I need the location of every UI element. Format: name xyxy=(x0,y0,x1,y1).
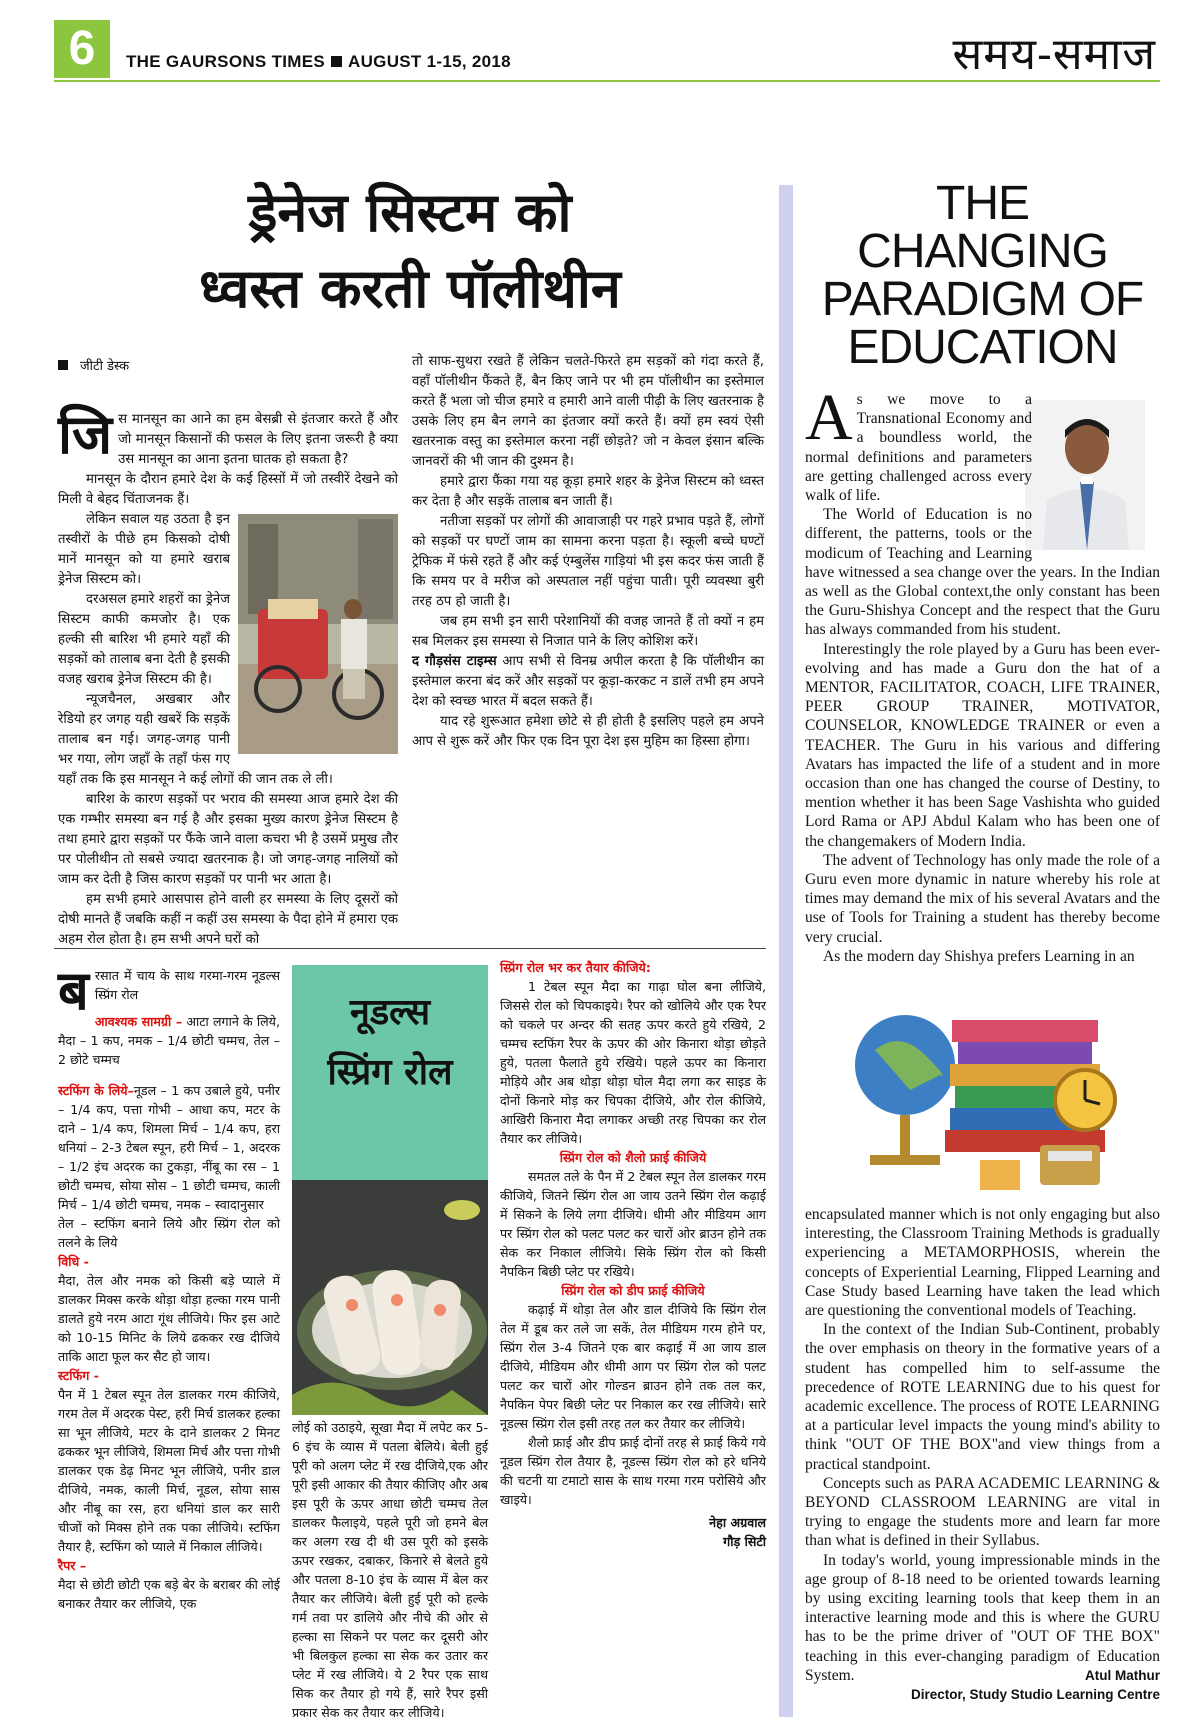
recipe-col1 xyxy=(58,959,280,1722)
deep-fry-text: कढ़ाई में थोड़ा तेल और डाल दीजिये कि स्प्रिंग रोल तेल में डूब कर तले जा सकें, तेल मीडियम गरम होने पर, स्प्रिंग रोल 3-4 जितने एक बार कढ़ाई में आ जाय डाल दीजिये, मीडियम और धीमी आग पर स्प्रिंग रोल को पलट पलट कर चारों ओर गोल्डन ब्राउन होने तक तल कर, नैपकिन पेपर बिछी प्लेट पर निकाल कर रख लीजिये। सारे नूडल्स स्प्रिंग रोल इसी तरह तल कर तैयार कर लीजिये। xyxy=(500,1302,766,1431)
article1-para: तो साफ-सुथरा रखते हैं लेकिन चलते-फिरते हम सड़कों को गंदा करते हैं, वहाँ पॉलीथीन फैंकते हैं, बैन किए जाने पर भी हम पॉलीथीन का इस्तेमाल करते हैं भला जो चीज हमारे व हमारी आने वाली पीढ़ी के लिए खतरनाक है उसके लिए हम बैन लगने का इंतजार क्यों करते हैं। क्यों हम स्वयं ऐसी खतरनाक वस्तु का इस्तेमाल करना नहीं छोड़ते? जो न केवल इंसान बल्कि जानवरों की भी जान की दुश्मन है। xyxy=(412,354,764,469)
header-rule xyxy=(54,80,1160,82)
article3-headline xyxy=(805,177,1160,374)
deep-fry-title: स्प्रिंग रोल को डीप फ्राई कीजिये xyxy=(561,1283,705,1298)
stuffing-text: नूडल – 1 कप उबाले हुये, पनीर – 1/4 कप, पत्ता गोभी – आधा कप, मटर के दाने – 1/4 कप, शिमला मिर्च – 1/4 कप, हरा धनियां – 2-3 टेबल स्पून, हरी मिर्च – 1, अदरक – 1/2 इंच अदरक का टुकड़ा, नींबू का रस – 1 छोटी चम्मच, सोया सोस – 1 छोटी चम्मच, काली मिर्च – 1/4 छोटी चम्मच, नमक – स्वादानुसार xyxy=(58,1083,280,1212)
article1-para: न्यूजचैनल, अखबार और रेडियो हर जगह यही खबरें कि सड़कें तालाब बन गई। जगह-जगह पानी भर गया, लोग जहाँ के तहाँ फंस गए यहाँ तक कि इस मानसून ने कई लोगों की जान तक ले ली। xyxy=(58,692,333,787)
section-divider xyxy=(54,948,766,949)
stuffing2-text: पैन में 1 टेबल स्पून तेल डालकर गरम कीजिये, गरम तेल में अदरक पेस्ट, हरी मिर्च डालकर हल्का सा भून लीजिये, मटर के दाने डालकर 2 मिनट ढककर भून लीजिये, शिमला मिर्च और पत्ता गोभी डालकर एक डेढ़ मिनट भून लीजिये, पनीर डाल दीजिये, नमक, काली मिर्च, नूडल, सोया सास और नीबू का रस, हरा धनियां डाल कर सारी चीजों को मिक्स होने तक पका लीजिये। स्टफिंग तैयार है, स्टफिंग को प्याले में निकाल लीजिये। xyxy=(58,1387,280,1554)
publication-name: द गौड़संस टाइम्स xyxy=(412,654,497,669)
ingredients-label: आवश्यक सामग्री – xyxy=(94,1014,183,1029)
article3-p3: Interestingly the role played by a Guru has been ever-evolving and has made a Guru don the hat of a MENTOR, FACILITATOR, COACH, LIFE TRAINER, PEER GROUP TRAINER, MOTIVATOR, COUNSELOR, KNOWLEDGE TRAINER or even a TEACHER. The Guru in his various and differing Avatars has impacted the life of a student and in more occasion than one has changed the course of Destiny, to mention whether it has been Sage Vashishta who guided Lord Rama or APJ Abdul Kalam who has been one of the changemakers of Modern India. xyxy=(805,640,1160,850)
article3-p8: In today's world, young impressionable minds in the age group of 8-18 need to be oriented towards learning by using exciting learning tools that keep them in an interactive learning mode and this is where the GURU has to be the prime driver of "OUT OF THE BOX" teaching in this ever-changing paradigm of Education System. xyxy=(805,1551,1160,1684)
books-globe-clock-illustration xyxy=(830,980,1140,1195)
article1-closing: याद रहे शुरूआत हमेशा छोटे से ही होती है इसलिए पहले हम अपने आप से शुरू करें और फिर एक दिन पूरा देश इस मुहिम का हिस्सा होगा। xyxy=(412,714,764,749)
article1-para: जब हम सभी इन सारी परेशानियों की वजह जानते हैं तो क्यों न हम सब मिलकर इस समस्या से निजात पाने के लिए कोशिश करें। xyxy=(412,614,764,649)
method-label: विधि - xyxy=(58,1254,89,1269)
wrapper-continued: लोई को उठाइये, सूखा मैदा में लपेट कर 5-6 इंच के व्यास में पतला बेलिये। बेली हुई पूरी को अलग प्लेट में रख दीजिये,एक और पूरी इसी आकार की तैयार कीजिए और अब इस पूरी के ऊपर आधा छोटी चम्मच तेल डालकर फैलाइये, पहले पूरी जो हमने बेल कर अलग रख दी थी उस पूरी को इसके ऊपर रखकर, दबाकर, किनारे से बेलते हुये और पतला 8-10 इंच के व्यास में बेल कर तैयार कर लीजिये। बेली हुई पूरी को हल्के गर्म तवा पर डालिये और नीचे की ओर से हल्का सा सिकने पर पलट कर दूसरी ओर भी बिलकुल हल्का सा सेक कर उतार कर प्लेट में रख लीजिये। ये 2 रैपर एक साथ सिक कर तैयार हो गये हैं, सारे रैपर इसी प्रकार सेक कर तैयार कर लीजिये। xyxy=(292,1420,488,1720)
fill-title: स्प्रिंग रोल भर कर तैयार कीजिये: xyxy=(500,960,651,975)
article1-headline-line2: ध्वस्त करती पॉलीथीन xyxy=(199,257,621,320)
article1-para: दरअसल हमारे शहरों का ड्रेनेज सिस्टम काफी कमजोर है। एक हल्की सी बारिश भी हमारे यहाँ की सड़कों को तालाब बना देती है इसकी वजह खराब ड्रेनेज सिस्टम की है। xyxy=(58,592,230,687)
recipe-author: नेहा अग्रवाल xyxy=(709,1515,766,1530)
spring-roll-photo xyxy=(292,1180,488,1415)
article3-p6: In the context of the Indian Sub-Continent, probably the over emphasis on theory in the formative years of a student has compelled him to self-assume the precedence of ROTE LEARNING due to his quest for academic excellence. The process of ROTE LEARNING at a particular level impacts the young mind's ability to think "OUT OF THE BOX"and view things from a practical standpoint. xyxy=(805,1321,1160,1473)
issue-date: AUGUST 1-15, 2018 xyxy=(348,52,511,71)
separator-square xyxy=(331,56,342,67)
article3-author-title: Director, Study Studio Learning Centre xyxy=(910,1687,1160,1703)
masthead-title: THE GAURSONS TIMES xyxy=(126,52,326,71)
page-number: 6 xyxy=(54,20,110,78)
article1-para: लेकिन सवाल यह उठता है इन तस्वीरों के पीछे हम किसको दोषी मानें मानसून को या हमारे खराब ड्रेनेज सिस्टम को। xyxy=(58,512,230,587)
recipe-author-place: गौड़ सिटी xyxy=(723,1534,766,1549)
article3-p2: The World of Education is no different, the patterns, tools or the modicum of Teaching and Learning have witnessed a sea change over the years. In the Indian as well as the Global context,the only constant has been the Guru-Shishya Concept and the respect that the Guru has always commanded from his student. xyxy=(805,506,1160,639)
article3-col-top xyxy=(805,381,1160,980)
section-title: समय-समाज xyxy=(952,29,1156,80)
article1-headline-line1: ड्रेनेज सिस्टम को xyxy=(248,181,572,244)
method-text: मैदा, तेल और नमक को किसी बड़े प्याले में डालकर मिक्स करके थोड़ा थोड़ा हल्का गरम पानी डालते हुये नरम आटा गूंथ लीजिये। फिर इस आटे को 10-15 मिनिट के लिये ढककर रख दीजिये ताकि आटा फूल कर सैट हो जाय। xyxy=(58,1273,280,1364)
article3-p5a: As the modern day Shishya prefers Learning in an xyxy=(823,947,1135,965)
column-divider xyxy=(779,185,793,1717)
article1-para: हमारे द्वारा फैंका गया यह कूड़ा हमारे शहर के ड्रेनेज सिस्टम को ध्वस्त कर देता है और सड़कें तालाब बन जाती हैं। xyxy=(412,474,764,509)
article1-byline: जीटी डेस्क xyxy=(58,356,129,374)
article1-para: मानसून के दौरान हमारे देश के कई हिस्सों में जो तस्वीरें देखने को मिली वे बेहद चिंताजनक हैं। xyxy=(58,472,398,507)
article3-p7: Concepts such as PARA ACADEMIC LEARNING & BEYOND CLASSROOM LEARNING are vital in trying to engage the students more and learn far more than what is defined in their Syllabus. xyxy=(805,1474,1160,1550)
article3-p4: The advent of Technology has only made the role of a Guru even more dynamic in nature whereby his role at times may demand the mix of his several Avatars and the use of Tools for Training a student has thereby become very crucial. xyxy=(805,851,1160,946)
article1-dropcap: जि xyxy=(58,403,113,466)
recipe-col3 xyxy=(500,958,766,1723)
article1-headline xyxy=(54,175,766,327)
article1-para: हम सभी हमारे आसपास होने वाली हर समस्या के लिए दूसरों को दोषी मानते हैं जबकि कहीं न कहीं उस समस्या के पैदा होने में हमारा एक अहम रोल होता है। हम सभी अपने घरों को xyxy=(58,892,398,947)
shallow-fry-title: स्प्रिंग रोल को शैलो फ्राई कीजिये xyxy=(559,1150,707,1165)
article3-headline-line4: EDUCATION xyxy=(847,321,1118,374)
flooded-street-photo xyxy=(238,514,398,754)
article3-author: Atul Mathur xyxy=(1085,1668,1160,1683)
article3-headline-line1: THE xyxy=(936,177,1029,230)
recipe-title-line1: नूडल्स xyxy=(349,992,431,1033)
rickshaw-photo-illustration xyxy=(238,514,398,754)
fill-text: 1 टेबल स्पून मैदा का गाढ़ा घोल बना लीजिये, जिससे रोल को चिपकाइये। रैपर को खोलिये और एक रैपर को चकले पर अन्दर की सतह ऊपर करते हुये रखिये, 2 चम्मच स्टफिंग रैपर के ऊपर की ओर किनारा थोड़ा छोड़ते हुये, पतला फैलाते हुये रखिये। पहले ऊपर का किनारा मोड़िये और अब थोड़ा थोड़ा घोल मैदा लगा कर साइड के दोनों किनारे मोड़ कर चिपका दीजिये, और रोल कीजिये, आखिरी किनारा मैदा लगाकर अच्छी तरह चिपका कर रोल तैयार कर लीजिये। xyxy=(500,979,766,1146)
article3-headline-line3: PARADIGM OF xyxy=(821,273,1144,326)
appeal-text: आप सभी से विनम्र अपील करता है कि पॉलीथीन का इस्तेमाल करना बंद करें और सड़कों पर कूड़ा-करकट न डालें तभी हम अपने देश को स्वच्छ भारत में बदल सकते हैं। xyxy=(412,654,764,709)
oil-line: तेल – स्टफिंग बनाने लिये और स्प्रिंग रोल को तलने के लिये xyxy=(58,1216,280,1250)
portrait-space xyxy=(1032,390,1160,546)
article1-para: नतीजा सड़कों पर लोगों की आवाजाही पर गहरे प्रभाव पड़ते हैं, लोगों को सड़कों पर घण्टों जाम का सामना करना पड़ता है। स्कूली बच्चे घण्टों ट्रेफिक में फंसे रहते हैं और कई एंम्बुलेंस गाड़ियां भी इस कदर फंस जाती हैं कि समय पर वे मरीज को अस्पताल नहीं पहुंचा पाती। पूरी व्यवस्था बुरी तरह ठप हो जाती है। xyxy=(412,514,764,609)
recipe-title-line2: स्प्रिंग रोल xyxy=(327,1052,453,1093)
article3-headline-line2: CHANGING xyxy=(857,225,1108,278)
recipe-dropcap: ब xyxy=(58,959,89,1022)
article3-p5b: encapsulated manner which is not only engaging but also interesting, the Classroom Training Methods is gradually experiencing a METAMORPHOSIS, wherein the concepts of Experiential Learning, Flipped Learning and Case Study based Learning have taken the lead which are questioning the conventional models of Teaching. xyxy=(805,1206,1160,1320)
stuffing-label: स्टफिंग के लिये– xyxy=(58,1083,134,1098)
article3-author-block xyxy=(805,1666,1160,1704)
article1-appeal xyxy=(412,652,764,712)
spring-roll-illustration xyxy=(292,1180,488,1415)
final-text: शैलो फ्राई और डीप फ्राई दोनों तरह से फ्राई किये गये नूडल स्प्रिंग रोल तैयार है, नूडल्स स्प्रिंग रोल को हरे धनिये की चटनी या टमाटो सास के साथ गरमा गरम परोसिये और खाइये। xyxy=(500,1435,766,1507)
article1-lead: स मानसून का आने का हम बेसब्री से इंतजार करते हैं और जो मानसून किसानों की फसल के लिए इतना जरूरी है क्या उस मानसून का आना इतना घातक हो सकता है? xyxy=(118,412,398,467)
article1-col1 xyxy=(58,403,398,947)
education-illustration xyxy=(830,980,1140,1195)
wrapper-text: मैदा से छोटी छोटी एक बड़े बेर के बराबर की लोई बनाकर तैयार कर लीजिये, एक xyxy=(58,1577,280,1611)
recipe-col2 xyxy=(292,1418,488,1723)
masthead xyxy=(126,52,511,72)
shallow-fry-text: समतल तले के पैन में 2 टेबल स्पून तेल डालकर गरम कीजिये, जितने स्प्रिंग रोल आ जाय उतने स्प्रिंग रोल कढ़ाई में सिकने के लिये लगा दीजिये। धीमी और मीडियम आग पर स्प्रिंग रोल को पलट पलट कर चारों ओर ब्राउन होने तक सेक कर निकाल लीजिये। सिके स्प्रिंग रोल को किसी नैपकिन बिछी प्लेट पर रखिये। xyxy=(500,1169,766,1279)
article1-col2 xyxy=(412,352,764,937)
wrapper-label: रैपर – xyxy=(58,1558,87,1573)
article1-para: बारिश के कारण सड़कों पर भराव की समस्या आज हमारे देश की एक गम्भीर समस्या बन गई है और इसका मुख्य कारण ड्रेनेज सिस्टम है तथा हमारे द्वारा सड़कों पर फैंके जाने वाला कचरा भी है उसमें प्रमुख तौर पर पोलीथीन तो सबसे ज्यादा खतरनाक है। जो जगह-जगह नालियों को जाम कर देती है जिस कारण सड़कों पर पानी भर आता है। xyxy=(58,792,398,887)
article3-dropcap: A xyxy=(805,381,853,454)
ingredients-text: आटा लगाने के लिये, मैदा – 1 कप, नमक – 1/4 छोटी चम्मच, तेल – 2 छोटे चम्मच xyxy=(58,1014,280,1067)
article3-p1: s we move to a Transnational Economy and a boundless world, the normal definitions and parameters are getting challenged across every walk of life. xyxy=(805,391,1032,505)
stuffing2-label: स्टफिंग - xyxy=(58,1368,99,1383)
recipe-intro: रसात में चाय के साथ गरमा-गरम नूडल्स स्प्रिंग रोल xyxy=(94,968,280,1002)
